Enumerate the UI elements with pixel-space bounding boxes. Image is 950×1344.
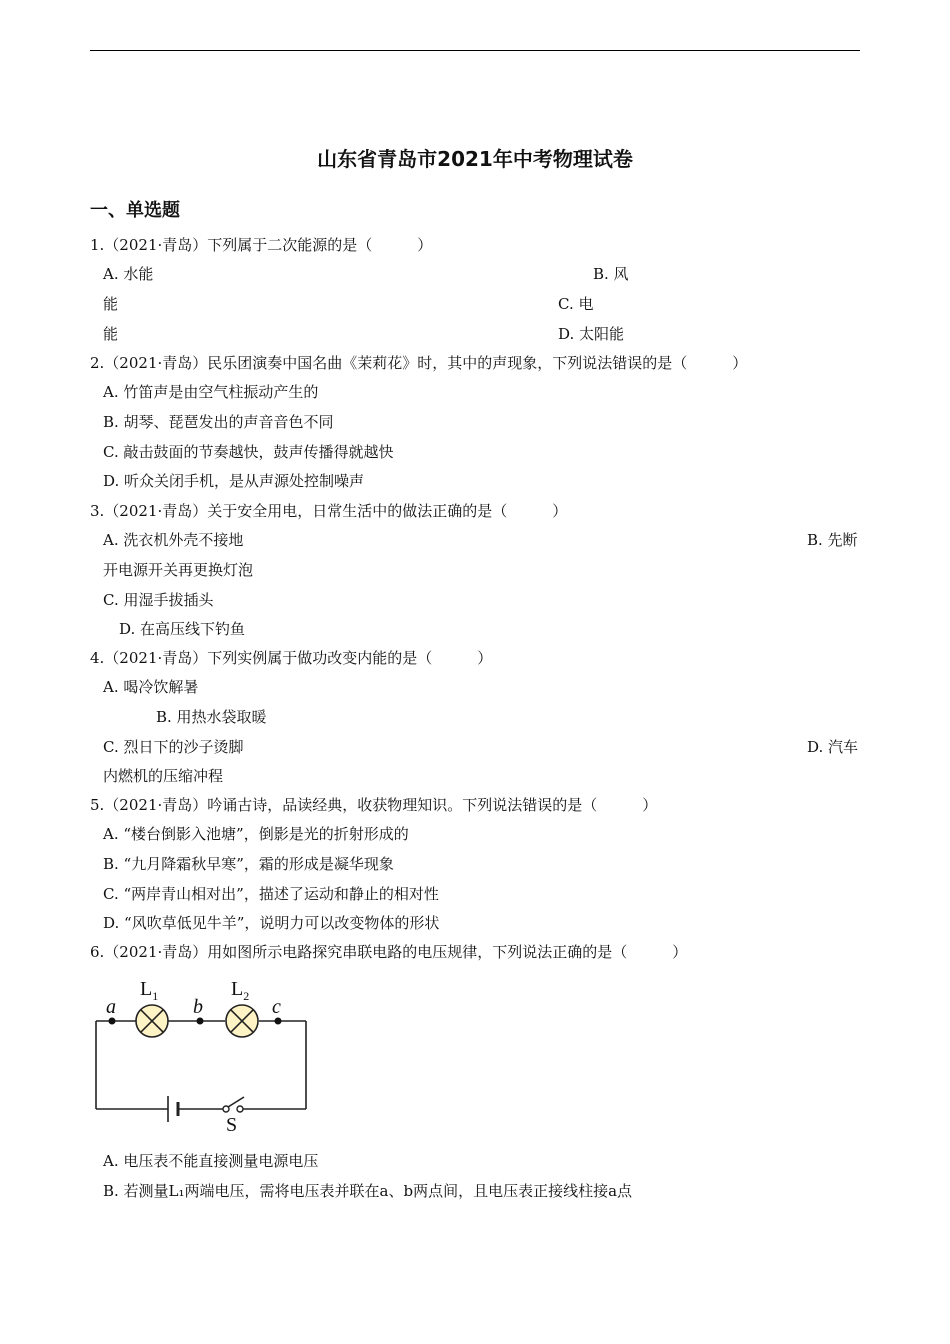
lamp-l2-label: $L_2$ xyxy=(231,978,250,1003)
question-1-option-d: D. 太阳能 xyxy=(558,325,625,343)
question-5-option-b: B. “九月降霜秋早寒”，霜的形成是凝华现象 xyxy=(103,855,394,873)
question-4-option-c: C. 烈日下的沙子烫脚 xyxy=(103,738,244,756)
question-5-option-a: A. “楼台倒影入池塘”，倒影是光的折射形成的 xyxy=(103,825,409,843)
question-4-option-d: D. 汽车 xyxy=(807,738,859,756)
question-1-option-b-cont: 能 xyxy=(103,295,119,313)
junction-a-dot xyxy=(109,1018,116,1025)
question-3-option-c: C. 用湿手拔插头 xyxy=(103,591,214,609)
page-title: 山东省青岛市2021年中考物理试卷 xyxy=(317,147,633,171)
question-1-option-a: A. 水能 xyxy=(103,265,154,283)
question-1-option-b: B. 风 xyxy=(593,265,629,283)
question-3-stem: 3.（2021·青岛）关于安全用电，日常生活中的做法正确的是（ ） xyxy=(90,502,568,520)
question-3-option-a: A. 洗衣机外壳不接地 xyxy=(103,531,244,549)
point-c-label: c xyxy=(272,996,281,1018)
point-a-label: a xyxy=(106,996,116,1018)
question-6-option-b: B. 若测量L₁两端电压，需将电压表并联在a、b两点间，且电压表正接线柱接a点 xyxy=(103,1182,633,1200)
question-5-stem: 5.（2021·青岛）吟诵古诗，品读经典，收获物理知识。下列说法错误的是（ ） xyxy=(90,796,658,814)
question-6-option-a: A. 电压表不能直接测量电源电压 xyxy=(103,1152,319,1170)
battery-icon xyxy=(168,1096,178,1122)
lamp-l1-label: $L_1$ xyxy=(140,978,159,1003)
question-1-stem: 1.（2021·青岛）下列属于二次能源的是（ ） xyxy=(90,236,433,254)
question-5-option-d: D. “风吹草低见牛羊”，说明力可以改变物体的形状 xyxy=(103,914,440,932)
series-circuit-diagram xyxy=(88,973,318,1135)
question-6-stem: 6.（2021·青岛）用如图所示电路探究串联电路的电压规律，下列说法正确的是（ ） xyxy=(90,943,688,961)
question-2-option-a: A. 竹笛声是由空气柱振动产生的 xyxy=(103,383,319,401)
question-4-option-b: B. 用热水袋取暖 xyxy=(156,708,267,726)
point-b-label: b xyxy=(193,996,203,1018)
question-3-option-b-cont: 开电源开关再更换灯泡 xyxy=(103,561,254,579)
question-3-option-d: D. 在高压线下钓鱼 xyxy=(119,620,246,638)
question-1-option-c-cont: 能 xyxy=(103,325,119,343)
question-1-option-c: C. 电 xyxy=(558,295,594,313)
section-heading: 一、单选题 xyxy=(90,200,180,221)
question-4-stem: 4.（2021·青岛）下列实例属于做功改变内能的是（ ） xyxy=(90,649,493,667)
question-2-option-b: B. 胡琴、琵琶发出的声音音色不同 xyxy=(103,413,334,431)
lamp-l1-icon xyxy=(136,1005,168,1037)
header-rule xyxy=(90,50,860,51)
question-4-option-d-cont: 内燃机的压缩冲程 xyxy=(103,767,224,785)
switch-icon xyxy=(223,1097,244,1112)
junction-c-dot xyxy=(275,1018,282,1025)
question-2-option-c: C. 敲击鼓面的节奏越快，鼓声传播得就越快 xyxy=(103,443,394,461)
switch-label: S xyxy=(226,1114,238,1135)
junction-b-dot xyxy=(197,1018,204,1025)
question-4-option-a: A. 喝冷饮解暑 xyxy=(103,678,199,696)
question-5-option-c: C. “两岸青山相对出”，描述了运动和静止的相对性 xyxy=(103,885,439,903)
question-2-stem: 2.（2021·青岛）民乐团演奏中国名曲《茉莉花》时，其中的声现象，下列说法错误的是（ ） xyxy=(90,354,748,372)
question-2-option-d: D. 听众关闭手机，是从声源处控制噪声 xyxy=(103,472,365,490)
question-3-option-b: B. 先断 xyxy=(807,531,858,549)
lamp-l2-icon xyxy=(226,1005,258,1037)
